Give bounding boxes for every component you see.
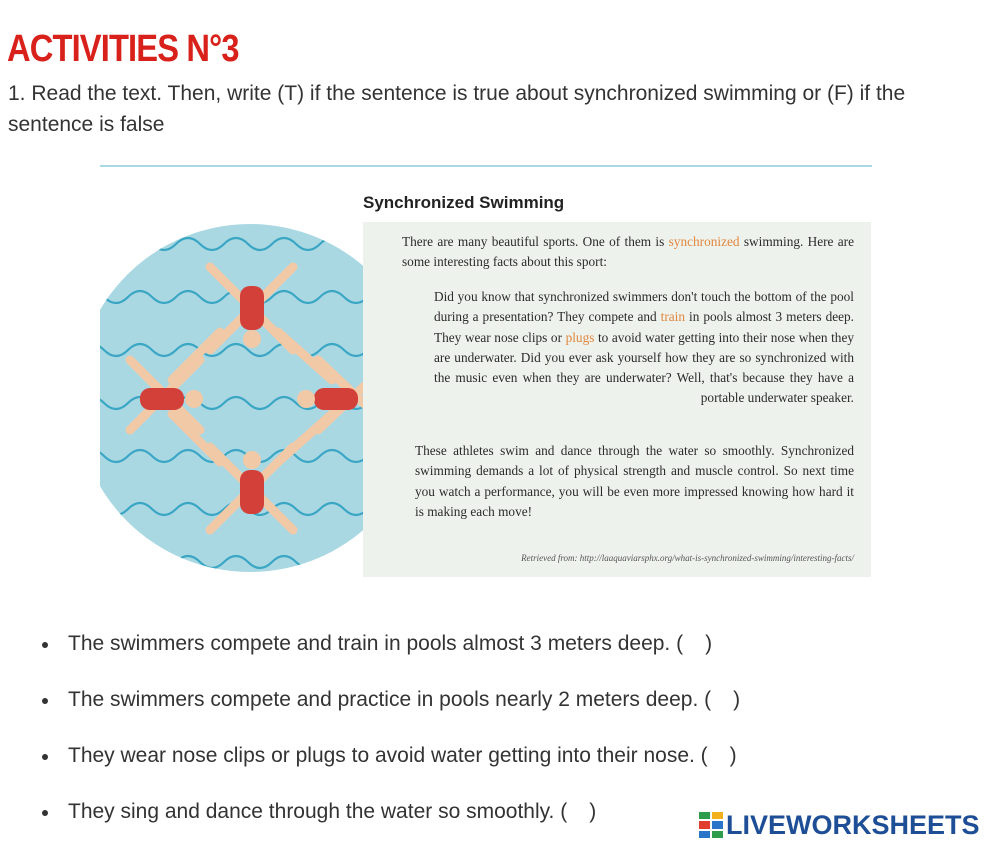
highlight-word: train: [660, 309, 686, 325]
reading-intro: There are many beautiful sports. One of them is synchronized swimming. Here are some interesting facts about this sport:: [402, 234, 855, 269]
reading-paragraph-2: These athletes swim and dance through the water so smoothly. Synchronized swimming demands a lot of physical strength and muscle control. So next time you watch a performance, you will be even more impressed knowing how hard it is making each move!: [415, 443, 854, 519]
page-title: ACTIVITIES N°3: [7, 28, 239, 70]
statement-item: They sing and dance through the water so smoothly. ( ): [40, 794, 740, 844]
divider-line: [100, 165, 872, 167]
highlight-word: plugs: [565, 329, 595, 345]
highlight-word: synchronized: [668, 234, 740, 249]
liveworksheets-icon: [699, 812, 723, 838]
statement-item: The swimmers compete and train in pools almost 3 meters deep. ( ): [40, 626, 740, 682]
statement-item: The swimmers compete and practice in pools nearly 2 meters deep. ( ): [40, 682, 740, 738]
reading-title: Synchronized Swimming: [363, 193, 565, 212]
statement-list: [40, 626, 740, 844]
reading-paragraph-1: Did you know that synchronized swimmers don't touch the bottom of the pool during a presentation? They compete and train in pools almost 3 meters deep. They wear nose clips or plugs to avoid water getting into their nose when they are underwater. Did you ever ask yourself how they are so synchronized with the music even when they are underwater? Well, that's because they have a portable underwater speaker.: [434, 289, 854, 406]
liveworksheets-wordmark: LIVEWORKSHEETS: [726, 809, 980, 840]
statement-item: They wear nose clips or plugs to avoid water getting into their nose. ( ): [40, 738, 740, 794]
source-citation: Retrieved from: http://laaquaviarsphx.org/what-is-synchronized-swimming/interesting-facts/: [521, 553, 854, 563]
liveworksheets-logo: [699, 805, 980, 844]
synchronized-swimmers-illustration: [100, 222, 400, 574]
instruction-text: 1. Read the text. Then, write (T) if the sentence is true about synchronized swimming or (F) if the sentence is false: [8, 82, 906, 136]
